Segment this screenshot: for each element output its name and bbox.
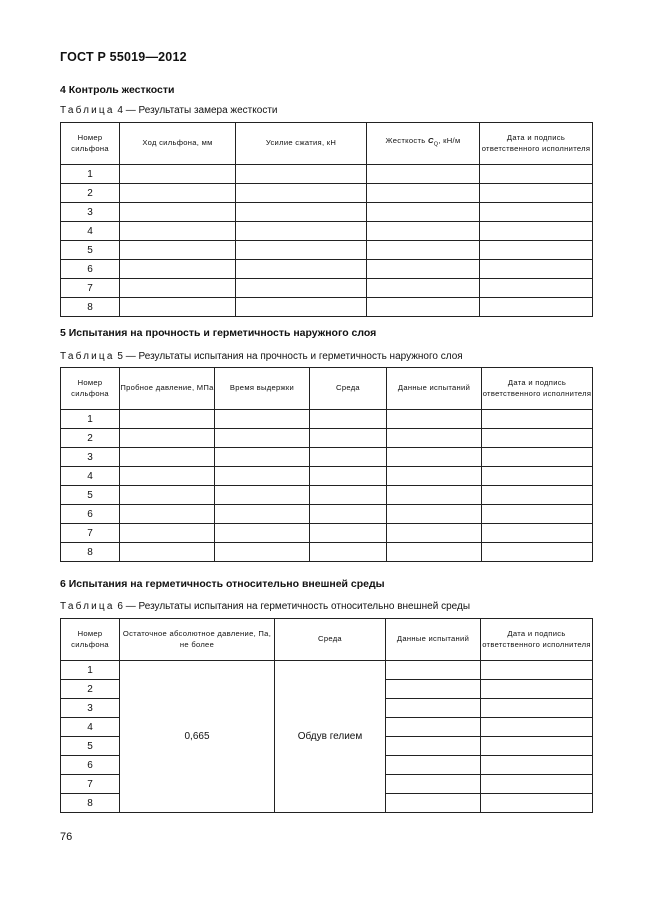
empty-cell: [120, 429, 215, 448]
empty-cell: [120, 279, 236, 298]
col-header-date-signature: Дата и подпись ответственного исполнителя: [482, 368, 593, 410]
empty-cell: [236, 241, 367, 260]
row-number-cell: 5: [61, 486, 120, 505]
table-row: [61, 241, 593, 260]
empty-cell: [236, 184, 367, 203]
row-number-cell: 3: [61, 699, 120, 718]
empty-cell: [480, 241, 593, 260]
empty-cell: [236, 165, 367, 184]
empty-cell: [482, 448, 593, 467]
col-header-medium: Среда: [310, 368, 387, 410]
empty-cell: [120, 298, 236, 317]
col-header-test-data: Данные испытаний: [386, 619, 481, 661]
empty-cell: [120, 505, 215, 524]
empty-cell: [481, 680, 593, 699]
empty-cell: [120, 184, 236, 203]
table-row: [61, 543, 593, 562]
empty-cell: [481, 775, 593, 794]
empty-cell: [310, 543, 387, 562]
empty-cell: [481, 737, 593, 756]
table-6-caption-text: 6 — Результаты испытания на герметичность относительно внешней среды: [114, 601, 471, 612]
empty-cell: [482, 543, 593, 562]
empty-cell: [236, 222, 367, 241]
col-header-date-signature: Дата и подпись ответственного исполнителя: [480, 123, 593, 165]
table-5-caption: [60, 351, 463, 362]
empty-cell: [310, 467, 387, 486]
empty-cell: [215, 410, 310, 429]
empty-cell: [481, 756, 593, 775]
empty-cell: [386, 737, 481, 756]
col-header-test-pressure: Пробное давление, МПа: [120, 368, 215, 410]
empty-cell: [120, 486, 215, 505]
empty-cell: [482, 467, 593, 486]
empty-cell: [310, 524, 387, 543]
empty-cell: [120, 448, 215, 467]
empty-cell: [386, 699, 481, 718]
row-number-cell: 8: [61, 543, 120, 562]
empty-cell: [215, 486, 310, 505]
row-number-cell: 1: [61, 165, 120, 184]
empty-cell: [120, 165, 236, 184]
table-5-caption-text: 5 — Результаты испытания на прочность и герметичность наружного слоя: [114, 351, 463, 362]
table-row: [61, 486, 593, 505]
empty-cell: [120, 410, 215, 429]
empty-cell: [120, 543, 215, 562]
row-number-cell: 6: [61, 505, 120, 524]
empty-cell: [310, 448, 387, 467]
row-number-cell: 5: [61, 737, 120, 756]
row-number-cell: 6: [61, 756, 120, 775]
empty-cell: [481, 794, 593, 813]
empty-cell: [236, 279, 367, 298]
row-number-cell: 3: [61, 203, 120, 222]
col-header-compression-force: Усилие сжатия, кН: [236, 123, 367, 165]
col-header-bellows-number: Номер сильфона: [61, 368, 120, 410]
row-number-cell: 4: [61, 222, 120, 241]
empty-cell: [386, 661, 481, 680]
empty-cell: [481, 661, 593, 680]
row-number-cell: 7: [61, 775, 120, 794]
empty-cell: [480, 298, 593, 317]
empty-cell: [387, 486, 482, 505]
stiffness-label: Жесткость: [385, 136, 426, 146]
table-row: [61, 279, 593, 298]
empty-cell: [310, 429, 387, 448]
empty-cell: [386, 794, 481, 813]
empty-cell: [386, 756, 481, 775]
row-number-cell: 5: [61, 241, 120, 260]
row-number-cell: 2: [61, 184, 120, 203]
empty-cell: [481, 718, 593, 737]
empty-cell: [367, 203, 480, 222]
table-6-header-row: [61, 619, 593, 661]
empty-cell: [482, 410, 593, 429]
empty-cell: [386, 680, 481, 699]
empty-cell: [367, 298, 480, 317]
stiffness-symbol: C: [427, 136, 434, 146]
table-row: [61, 467, 593, 486]
table-6: [60, 618, 593, 813]
empty-cell: [480, 165, 593, 184]
empty-cell: [367, 222, 480, 241]
col-header-date-signature: Дата и подпись ответственного исполнителя: [481, 619, 593, 661]
empty-cell: [480, 184, 593, 203]
empty-cell: [480, 203, 593, 222]
empty-cell: [236, 298, 367, 317]
table-5: [60, 367, 593, 562]
col-header-test-data: Данные испытаний: [387, 368, 482, 410]
empty-cell: [310, 410, 387, 429]
table-row: [61, 260, 593, 279]
empty-cell: [482, 486, 593, 505]
row-number-cell: 4: [61, 718, 120, 737]
empty-cell: [310, 486, 387, 505]
col-header-residual-pressure: Остаточное абсолютное давление, Па, не более: [120, 619, 275, 661]
empty-cell: [480, 279, 593, 298]
empty-cell: [367, 165, 480, 184]
stiffness-subscript: Q: [433, 142, 439, 148]
empty-cell: [120, 222, 236, 241]
table-5-caption-label: Таблица: [60, 351, 115, 362]
table-row: [61, 661, 593, 680]
row-number-cell: 1: [61, 410, 120, 429]
empty-cell: [386, 775, 481, 794]
empty-cell: [120, 241, 236, 260]
table-5-header-row: [61, 368, 593, 410]
col-header-bellows-number: Номер сильфона: [61, 123, 120, 165]
empty-cell: [215, 448, 310, 467]
empty-cell: [236, 260, 367, 279]
empty-cell: [367, 279, 480, 298]
table-4-caption-text: 4 — Результаты замера жесткости: [114, 105, 278, 116]
empty-cell: [215, 524, 310, 543]
table-row: [61, 298, 593, 317]
empty-cell: [481, 699, 593, 718]
section-6-title: 6 Испытания на герметичность относительно внешней среды: [60, 578, 385, 590]
stiffness-unit: , кН/м: [438, 136, 461, 146]
empty-cell: [215, 543, 310, 562]
residual-pressure-value: 0,665: [120, 661, 275, 813]
table-row: [61, 429, 593, 448]
row-number-cell: 8: [61, 298, 120, 317]
medium-value: Обдув гелием: [275, 661, 386, 813]
col-header-hold-time: Время выдержки: [215, 368, 310, 410]
table-row: [61, 524, 593, 543]
table-4-header-row: [61, 123, 593, 165]
table-row: [61, 448, 593, 467]
section-4-title: 4 Контроль жесткости: [60, 84, 175, 96]
row-number-cell: 6: [61, 260, 120, 279]
empty-cell: [310, 505, 387, 524]
row-number-cell: 1: [61, 661, 120, 680]
empty-cell: [387, 467, 482, 486]
empty-cell: [386, 718, 481, 737]
page-number: 76: [60, 831, 73, 843]
empty-cell: [367, 260, 480, 279]
empty-cell: [367, 241, 480, 260]
empty-cell: [120, 203, 236, 222]
empty-cell: [387, 543, 482, 562]
empty-cell: [387, 448, 482, 467]
section-5-title: 5 Испытания на прочность и герметичность наружного слоя: [60, 327, 377, 339]
row-number-cell: 4: [61, 467, 120, 486]
empty-cell: [367, 184, 480, 203]
col-header-bellows-stroke: Ход сильфона, мм: [120, 123, 236, 165]
empty-cell: [120, 260, 236, 279]
document-header: ГОСТ Р 55019—2012: [60, 50, 187, 64]
row-number-cell: 7: [61, 524, 120, 543]
empty-cell: [387, 410, 482, 429]
empty-cell: [236, 203, 367, 222]
empty-cell: [480, 222, 593, 241]
table-row: [61, 203, 593, 222]
empty-cell: [480, 260, 593, 279]
empty-cell: [482, 505, 593, 524]
table-row: [61, 505, 593, 524]
col-header-stiffness: [367, 123, 480, 165]
empty-cell: [482, 524, 593, 543]
table-4-caption: [60, 105, 277, 116]
table-row: [61, 165, 593, 184]
empty-cell: [215, 505, 310, 524]
empty-cell: [482, 429, 593, 448]
empty-cell: [120, 524, 215, 543]
empty-cell: [387, 505, 482, 524]
row-number-cell: 3: [61, 448, 120, 467]
table-6-caption-label: Таблица: [60, 601, 115, 612]
table-4-caption-label: Таблица: [60, 105, 115, 116]
table-4: [60, 122, 593, 317]
empty-cell: [120, 467, 215, 486]
empty-cell: [215, 429, 310, 448]
row-number-cell: 7: [61, 279, 120, 298]
row-number-cell: 2: [61, 429, 120, 448]
col-header-bellows-number: Номер сильфона: [61, 619, 120, 661]
row-number-cell: 2: [61, 680, 120, 699]
empty-cell: [387, 429, 482, 448]
table-row: [61, 222, 593, 241]
table-6-caption: [60, 601, 470, 612]
table-row: [61, 184, 593, 203]
table-row: [61, 410, 593, 429]
row-number-cell: 8: [61, 794, 120, 813]
col-header-medium: Среда: [275, 619, 386, 661]
empty-cell: [387, 524, 482, 543]
empty-cell: [215, 467, 310, 486]
